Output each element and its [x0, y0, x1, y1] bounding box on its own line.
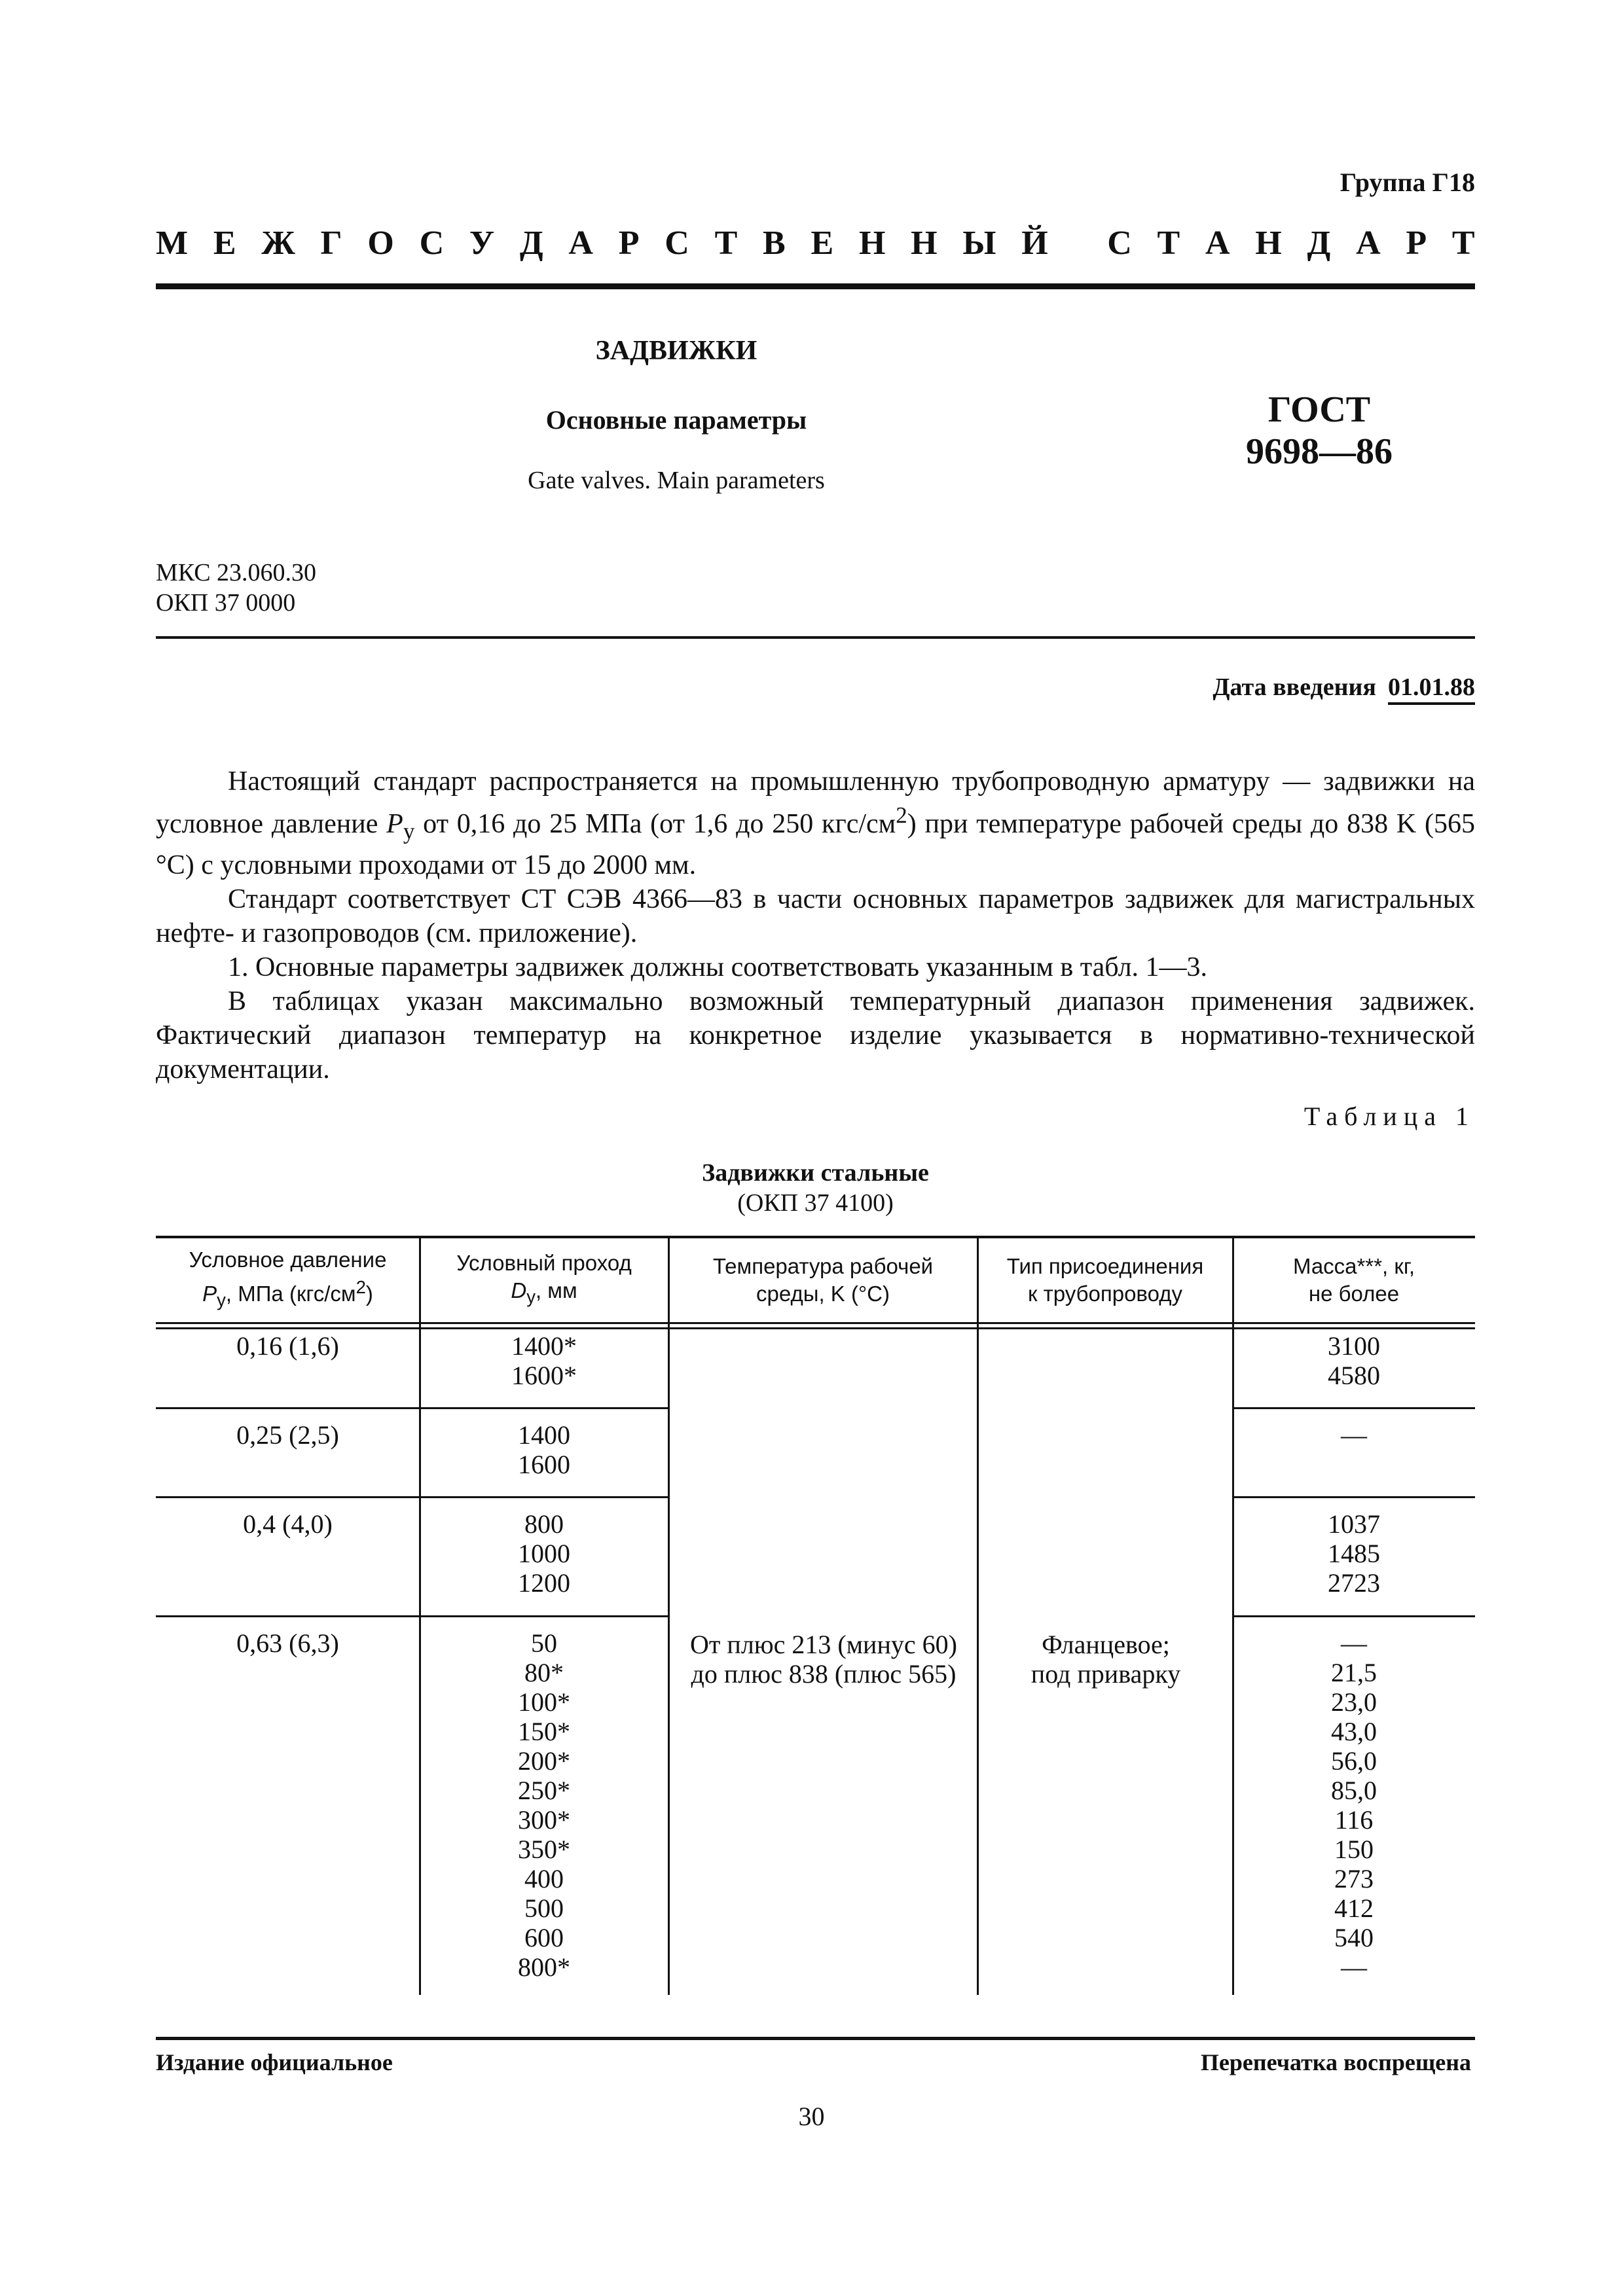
header-connection-line: к трубопроводу [1028, 1282, 1182, 1306]
diameter-value: 600 [524, 1923, 564, 1952]
header-pressure-close: ) [365, 1282, 373, 1306]
classification-codes [156, 558, 316, 618]
introduction-date [1213, 673, 1475, 702]
temperature-range [670, 1630, 977, 1689]
temperature-range-line: От плюс 213 (минус 60) [690, 1630, 957, 1659]
paragraph-scope [156, 764, 1475, 882]
council-letter: М [156, 224, 189, 262]
pressure-cell [156, 1331, 420, 1361]
diameter-value: 1200 [518, 1568, 570, 1598]
diameter-value: 300* [518, 1805, 570, 1835]
pressure-symbol: P [386, 809, 403, 839]
mass-value: 23,0 [1331, 1687, 1377, 1717]
diameter-value: 800* [518, 1952, 570, 1982]
council-letter: С [665, 224, 689, 262]
diameter-cell [420, 1331, 668, 1390]
paragraph-temperature: В таблицах указан максимально возможный температурный диапазон применения задвижек. Фактический диапазон температур на конкретное изделие указывается в нормативно-технической документации. [156, 986, 1475, 1085]
table-title: Задвижки стальные [702, 1159, 929, 1187]
diameter-value: 500 [524, 1893, 564, 1923]
connection-type-line: Фланцевое; [1042, 1630, 1170, 1659]
mass-value: 1037 [1328, 1509, 1380, 1539]
mks-code: МКС 23.060.30 [156, 559, 317, 586]
header-bottom-rule-2 [156, 1327, 1475, 1329]
mass-cell [1233, 1628, 1475, 1982]
mass-value: 4580 [1328, 1361, 1380, 1390]
mass-value: 2723 [1328, 1568, 1380, 1598]
pressure-value: 0,63 (6,3) [236, 1628, 339, 1658]
row-separator [156, 1407, 668, 1409]
council-gap [1073, 224, 1082, 262]
mass-value: 21,5 [1331, 1658, 1377, 1687]
document-title: ЗАДВИЖКИ [595, 336, 757, 366]
pressure-cell [156, 1509, 420, 1539]
council-letter: Т [1451, 224, 1475, 262]
connection-type [979, 1630, 1233, 1689]
intro-date-label: Дата введения [1213, 673, 1376, 701]
gost-designation [1198, 389, 1440, 473]
gost-number: 9698—86 [1246, 431, 1393, 472]
body-text [156, 764, 1475, 1086]
diameter-cell [420, 1420, 668, 1479]
header-rule [156, 283, 1475, 289]
header-diameter-line: Условный проход [456, 1251, 632, 1276]
council-letter: Ы [962, 224, 996, 262]
paragraph-scope-part: Настоящий стандарт распространяется на промышленную трубопроводную арматуру — задвижки на условное давление [156, 766, 1475, 839]
header-temperature [668, 1236, 977, 1322]
council-letter: Е [213, 224, 236, 262]
council-letter: О [367, 224, 394, 262]
diameter-value: 400 [524, 1864, 564, 1893]
council-letter: Т [714, 224, 738, 262]
council-letter: Н [911, 224, 938, 262]
header-mass-line: не более [1308, 1282, 1400, 1306]
header-pressure-subscript: у [217, 1289, 226, 1310]
diameter-value: 800 [524, 1509, 564, 1539]
council-letter: С [1107, 224, 1132, 262]
gost-label: ГОСТ [1267, 389, 1371, 430]
footer-rule [156, 2037, 1475, 2040]
header-temperature-line: среды, K (°C) [756, 1282, 890, 1306]
pressure-value: 0,16 (1,6) [236, 1331, 339, 1361]
connection-type-line: под приварку [1030, 1659, 1181, 1689]
council-letter: Г [320, 224, 342, 262]
council-letter: А [568, 224, 593, 262]
diameter-value: 250* [518, 1776, 570, 1805]
mass-value: — [1341, 1420, 1367, 1450]
council-letter: Ж [261, 224, 295, 262]
mass-value: — [1341, 1952, 1367, 1982]
mass-value: 412 [1334, 1893, 1374, 1923]
pressure-cell [156, 1420, 420, 1450]
section-rule [156, 636, 1475, 639]
header-diameter-symbol: D [511, 1278, 527, 1303]
header-connection [977, 1236, 1233, 1322]
header-temperature-line: Температура рабочей [712, 1254, 934, 1278]
mass-value: 1485 [1328, 1539, 1380, 1568]
diameter-value: 1400 [518, 1420, 570, 1450]
intro-date-value: 01.01.88 [1388, 673, 1475, 705]
diameter-value: 1400* [511, 1331, 577, 1361]
mass-value: 85,0 [1331, 1776, 1377, 1805]
header-pressure-symbol: P [202, 1282, 217, 1306]
mass-value: 3100 [1328, 1331, 1380, 1361]
mass-value: 43,0 [1331, 1717, 1377, 1746]
header-pressure [156, 1236, 420, 1322]
temperature-range-line: до плюс 838 (плюс 565) [691, 1659, 957, 1689]
unit-superscript: 2 [896, 802, 907, 828]
council-letter: С [419, 224, 445, 262]
row-separator [156, 1496, 668, 1498]
page-number: 30 [798, 2102, 825, 2131]
diameter-value: 50 [531, 1628, 557, 1658]
diameter-cell [420, 1628, 668, 1982]
paragraph-scope-part: ) при температуре рабочей среды до 838 K (565 °C) с условными проходами от 15 до 2000 мм. [156, 809, 1476, 881]
council-letter: Р [618, 224, 640, 262]
header-pressure-line: Условное давление [189, 1247, 387, 1272]
header-bottom-rule [156, 1322, 1475, 1324]
council-letter: Т [1157, 224, 1180, 262]
reprint-note: Перепечатка воспрещена [1200, 2049, 1471, 2075]
pressure-value: 0,4 (4,0) [243, 1509, 333, 1539]
diameter-value: 200* [518, 1746, 570, 1776]
edition-note: Издание официальное [156, 2049, 393, 2075]
council-letter: Й [1021, 224, 1048, 262]
council-letter: Н [1255, 224, 1282, 262]
header-connection-line: Тип присоединения [1006, 1254, 1204, 1278]
mass-value: 56,0 [1331, 1746, 1377, 1776]
paragraph-scope-part: от 0,16 до 25 МПа (от 1,6 до 250 кгс/см [414, 809, 896, 839]
council-letter: Д [1307, 224, 1331, 262]
okp-code: ОКП 37 0000 [156, 589, 296, 617]
row-separator [1233, 1615, 1475, 1617]
header-mass-line: Масса***, кг, [1292, 1254, 1415, 1278]
mass-value: 150 [1334, 1835, 1374, 1864]
pressure-subscript: у [403, 818, 415, 844]
mass-value: 273 [1334, 1864, 1374, 1893]
header-pressure-unit: , МПа (кгс/см [225, 1282, 356, 1306]
diameter-cell [420, 1509, 668, 1598]
diameter-value: 80* [524, 1658, 564, 1687]
council-letter: Д [519, 224, 543, 262]
document-subtitle: Основные параметры [545, 405, 807, 435]
diameter-value: 150* [518, 1717, 570, 1746]
mass-cell [1233, 1331, 1475, 1390]
pressure-cell [156, 1628, 420, 1658]
header-diameter [420, 1236, 668, 1322]
table-okp: (ОКП 37 4100) [737, 1189, 894, 1217]
diameter-value: 100* [518, 1687, 570, 1717]
council-letter: А [1356, 224, 1381, 262]
pressure-value: 0,25 (2,5) [236, 1420, 339, 1450]
header-pressure-sup: 2 [356, 1277, 366, 1298]
diameter-value: 1600 [518, 1450, 570, 1479]
council-title [156, 224, 1475, 262]
header-mass [1233, 1236, 1475, 1322]
diameter-value: 1000 [518, 1539, 570, 1568]
council-letter: В [763, 224, 786, 262]
mass-value: — [1341, 1628, 1367, 1658]
mass-cell [1233, 1420, 1475, 1450]
row-separator [1233, 1496, 1475, 1498]
council-letter: Е [811, 224, 834, 262]
column-rule [977, 1236, 979, 1995]
group-code: Группа Г18 [1340, 168, 1475, 197]
diameter-value: 1600* [511, 1361, 577, 1390]
diameter-value: 350* [518, 1835, 570, 1864]
header-diameter-unit: , мм [535, 1278, 577, 1303]
mass-value: 540 [1334, 1923, 1374, 1952]
paragraph-item-1: 1. Основные параметры задвижек должны соответствовать указанным в табл. 1—3. [228, 952, 1208, 983]
council-letter: Н [858, 224, 886, 262]
row-separator [156, 1615, 668, 1617]
mass-value: 116 [1334, 1805, 1374, 1835]
council-letter: А [1205, 224, 1230, 262]
mass-cell [1233, 1509, 1475, 1598]
table-caption: Таблица 1 [1304, 1102, 1475, 1131]
paragraph-conformance: Стандарт соответствует СТ СЭВ 4366—83 в части основных параметров задвижек для магистральных нефте- и газопроводов (см. приложение). [156, 884, 1475, 949]
header-diameter-subscript: у [526, 1286, 536, 1307]
row-separator [1233, 1407, 1475, 1409]
council-letter: У [469, 224, 495, 262]
council-letter: Р [1406, 224, 1427, 262]
english-title: Gate valves. Main parameters [528, 467, 825, 494]
